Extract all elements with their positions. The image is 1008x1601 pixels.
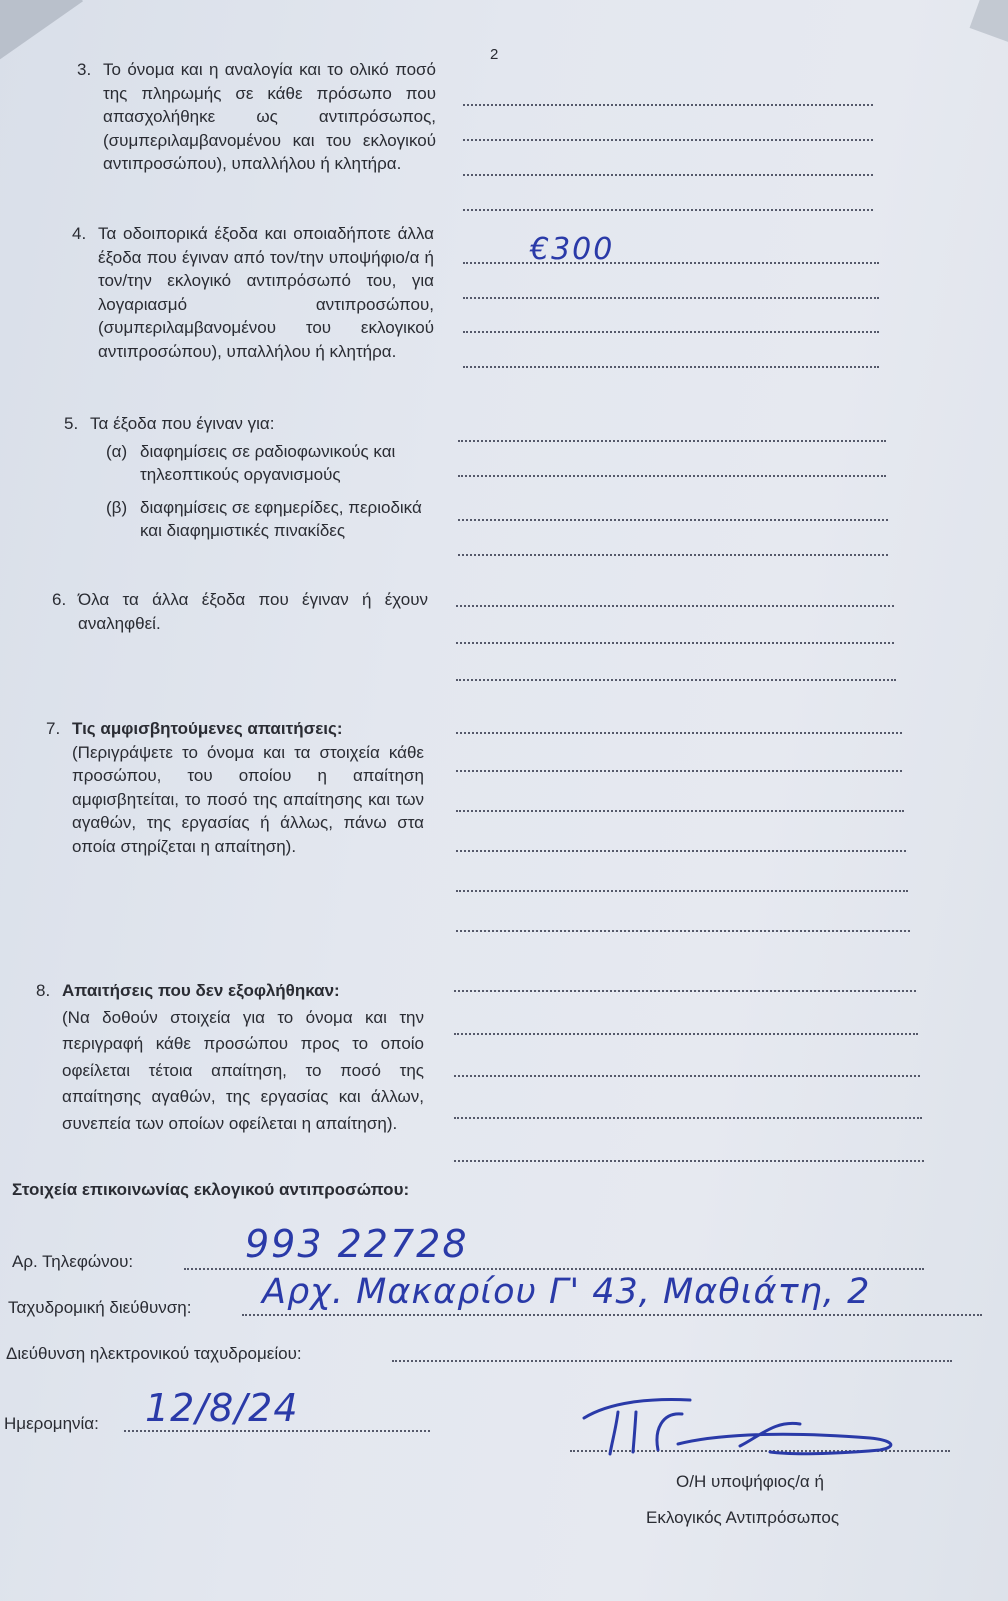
item-3 (77, 58, 436, 176)
address-line (242, 1314, 982, 1316)
item-5 (64, 412, 430, 436)
handwritten-amount: €300 (530, 232, 615, 267)
phone-line (184, 1268, 924, 1270)
answer-line (463, 139, 873, 141)
item-text: Τα οδοιπορικά έξοδα και οποιαδήποτε άλλα έξοδα που έγιναν από τον/την υποψήφιο/α ή τον/την εκλογικό αντιπρόσωπό του, για λογαριασμό αντιπροσώπου, (συμπεριλαμβανομένου του εκλογικού αντιπροσώπου), υπαλλήλου ή κλητήρα. (98, 224, 434, 361)
sub-text: διαφημίσεις σε εφημερίδες, περιοδικά και διαφημιστικές πινακίδες (140, 498, 422, 540)
address-label: Ταχυδρομική διεύθυνση: (8, 1298, 192, 1317)
answer-line (463, 209, 873, 211)
page-number: 2 (490, 46, 499, 63)
item-5b (106, 496, 430, 542)
signature-mark (570, 1380, 950, 1460)
item-number: 3. (77, 60, 92, 79)
answer-line (456, 930, 910, 932)
item-5a (106, 440, 430, 486)
item-text: Το όνομα και η αναλογία και το ολικό ποσό της πληρωμής σε κάθε πρόσωπο που απασχολήθηκε ως αντιπρόσωπος, (συμπεριλαμβανομένου και του εκλογικού αντιπροσώπου), υπαλλήλου ή κλητήρα. (103, 60, 436, 173)
answer-line (456, 732, 902, 734)
address-value: Αρχ. Μακαρίου Γ' 43, Μαθιάτη, 2 (262, 1272, 871, 1312)
item-number: 5. (64, 414, 79, 433)
date-value: 12/8/24 (145, 1386, 299, 1430)
answer-line (456, 850, 906, 852)
answer-line (454, 1160, 924, 1162)
phone-label: Αρ. Τηλεφώνου: (12, 1252, 134, 1271)
item-title: Τις αμφισβητούμενες απαιτήσεις: (72, 719, 343, 738)
phone-value: 993 22728 (245, 1222, 469, 1266)
item-text: (Περιγράψετε το όνομα και τα στοιχεία κάθε προσώπου, του οποίου η απαίτηση αμφισβητείται, το ποσό της απαίτησης και των αγαθών, της εργασίας ή άλλως, πάνω στα οποία στηρίζεται η απαίτηση). (72, 742, 424, 856)
answer-line (456, 770, 902, 772)
answer-line (463, 366, 879, 368)
answer-line (454, 1075, 920, 1077)
item-text: Τα έξοδα που έγιναν για: (90, 414, 275, 433)
answer-line (458, 475, 886, 477)
answer-line (456, 890, 908, 892)
item-text: (Να δοθούν στοιχεία για το όνομα και την περιγραφή κάθε προσώπου προς το οποίο οφείλεται τέτοια απαίτηση, το ποσό της απαίτησης αγαθών, της εργασίας και άλλων, συνεπεία των οποίων οφείλεται η απαίτηση). (62, 1007, 424, 1133)
item-number: 6. (52, 590, 67, 609)
answer-line (463, 174, 873, 176)
sub-label: (α) (106, 442, 128, 461)
item-7 (46, 717, 424, 858)
signer-role-line2: Εκλογικός Αντιπρόσωπος (646, 1508, 840, 1527)
item-6 (52, 588, 428, 635)
item-title: Απαιτήσεις που δεν εξοφλήθηκαν: (62, 981, 340, 1000)
answer-line (463, 297, 879, 299)
answer-line (456, 605, 894, 607)
answer-line (454, 1033, 918, 1035)
answer-line (458, 440, 886, 442)
date-label: Ημερομηνία: (4, 1414, 99, 1433)
item-number: 7. (46, 719, 61, 738)
item-8 (36, 978, 424, 1137)
answer-line (463, 262, 879, 264)
item-number: 8. (36, 981, 51, 1000)
answer-line (454, 990, 916, 992)
answer-line (463, 104, 873, 106)
sub-label: (β) (106, 498, 128, 517)
email-label: Διεύθυνση ηλεκτρονικού ταχυδρομείου: (6, 1344, 302, 1363)
page-edge (970, 0, 1008, 48)
answer-line (456, 810, 904, 812)
contact-heading: Στοιχεία επικοινωνίας εκλογικού αντιπροσώπου: (12, 1180, 410, 1199)
email-line (392, 1360, 952, 1362)
answer-line (458, 554, 888, 556)
item-text: Όλα τα άλλα έξοδα που έγιναν ή έχουν αναληφθεί. (78, 590, 428, 633)
folded-corner (0, 0, 83, 64)
answer-line (456, 679, 896, 681)
signer-role-line1: Ο/Η υποψήφιος/α ή (676, 1472, 824, 1491)
sub-text: διαφημίσεις σε ραδιοφωνικούς και τηλεοπτικούς οργανισμούς (140, 442, 396, 484)
item-4 (72, 222, 434, 363)
answer-line (458, 519, 888, 521)
answer-line (454, 1117, 922, 1119)
date-line (124, 1430, 430, 1432)
answer-line (463, 331, 879, 333)
item-number: 4. (72, 224, 87, 243)
answer-line (456, 642, 894, 644)
